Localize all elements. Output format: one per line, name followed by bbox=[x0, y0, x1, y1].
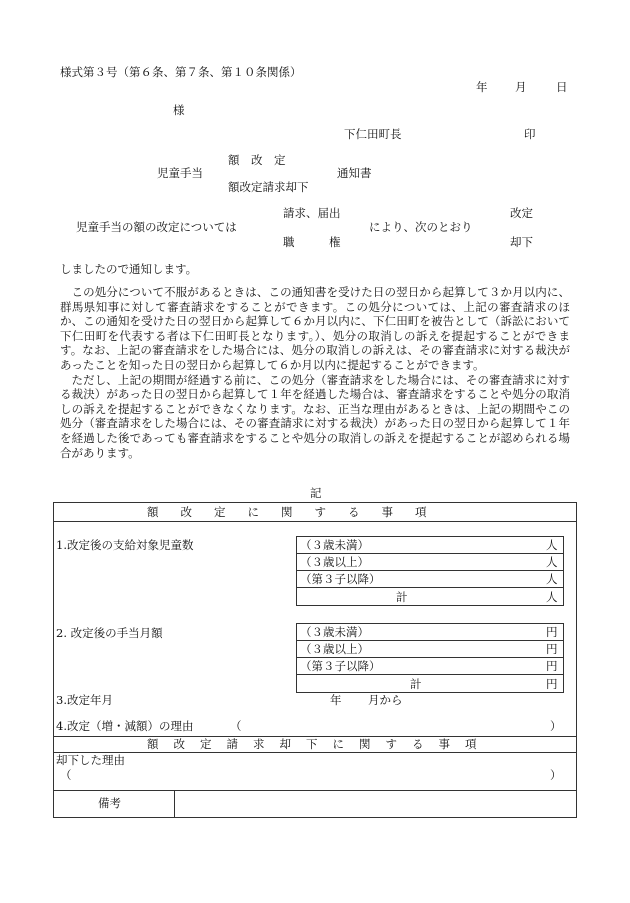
amount-row-unit: 円 bbox=[546, 625, 558, 639]
divider bbox=[53, 521, 577, 522]
form-number: 様式第３号（第６条、第７条、第１０条関係） bbox=[60, 65, 302, 79]
item4-paren-open: （ bbox=[230, 719, 242, 733]
divider bbox=[296, 674, 564, 675]
item3-year: 年 bbox=[330, 693, 342, 707]
date-month: 月 bbox=[515, 80, 527, 94]
rejection-reason-label: 却下した理由 bbox=[56, 753, 125, 767]
title-prefix: 児童手当 bbox=[157, 166, 203, 180]
divider bbox=[174, 790, 175, 818]
divider bbox=[296, 570, 564, 571]
addressee-suffix: 様 bbox=[173, 103, 185, 117]
children-row-label: （３歳以上） bbox=[300, 555, 369, 569]
record-label: 記 bbox=[310, 486, 322, 500]
item3-month-from: 月から bbox=[368, 693, 403, 707]
amount-row-unit: 円 bbox=[546, 642, 558, 656]
divider bbox=[296, 640, 564, 641]
item1-label: 1.改定後の支給対象児童数 bbox=[56, 538, 194, 552]
title-option-revision: 額 改 定 bbox=[228, 153, 286, 167]
children-row-unit: 人 bbox=[546, 555, 558, 569]
seal-mark: 印 bbox=[524, 127, 536, 141]
amount-row-unit: 円 bbox=[546, 659, 558, 673]
reason-option-revise: 改定 bbox=[510, 206, 533, 220]
reason-closing: しましたので通知します。 bbox=[60, 262, 198, 276]
title-suffix: 通知書 bbox=[337, 166, 372, 180]
notice-paragraph-2: ただし、上記の期間が経過する前に、この処分（審査請求をした場合には、その審査請求に対する裁決）があった日の翌日から起算して１年を経過した場合は、審査請求をすることや処分の取消しの訴えを提起することができなくなります。なお、正当な理由があるときは、上記の期間やこの処分（審査請求をした場合には、その審査請求に対する裁決）があった日の翌日から起算して１年を経過した後であっても審査請求をすることや処分の取消しの訴えを提起することが認められる場合があります。 bbox=[60, 372, 570, 460]
amount-row-label: （３歳以上） bbox=[300, 642, 369, 656]
amount-total-label: 計 bbox=[410, 677, 422, 691]
reason-option-authority: 職 権 bbox=[283, 235, 341, 249]
reason-prefix: 児童手当の額の改定については bbox=[76, 220, 237, 234]
divider bbox=[296, 657, 564, 658]
item4-paren-close: ） bbox=[550, 719, 562, 733]
rejection-paren-open: （ bbox=[60, 768, 72, 782]
item4-label: 4.改定（増・減額）の理由 bbox=[56, 719, 194, 733]
children-total-label: 計 bbox=[396, 590, 408, 604]
section2-header: 額改定請求却下に関する事項 bbox=[147, 737, 492, 751]
date-year: 年 bbox=[476, 80, 488, 94]
children-row-unit: 人 bbox=[546, 538, 558, 552]
notice-paragraph-1: この処分について不服があるときは、この通知書を受けた日の翌日から起算して３か月以内に、群馬県知事に対して審査請求をすることができます。この処分については、上記の審査請求のほか、この通知を受けた日の翌日から起算して６か月以内に、下仁田町を被告として（訴訟において下仁田町を代表する者は下仁田町長となります。）、処分の取消しの訴えを提起することができます。なお、上記の審査請求をした場合には、処分の取消しの訴えは、その審査請求に対する裁決があったことを知った日の翌日から起算して６か月以内に提起することができます。 bbox=[60, 285, 570, 372]
divider bbox=[53, 752, 577, 753]
issuer-name: 下仁田町長 bbox=[344, 127, 402, 141]
children-total-unit: 人 bbox=[546, 590, 558, 604]
amount-total-unit: 円 bbox=[546, 677, 558, 691]
divider bbox=[296, 553, 564, 554]
date-day: 日 bbox=[556, 80, 568, 94]
children-row-label: （３歳未満） bbox=[300, 538, 369, 552]
rejection-paren-close: ） bbox=[550, 768, 562, 782]
item2-label: 2. 改定後の手当月額 bbox=[56, 626, 163, 640]
divider bbox=[53, 790, 577, 791]
section1-header: 額改定に関する事項 bbox=[147, 505, 449, 519]
reason-option-request: 請求、届出 bbox=[283, 206, 341, 220]
item3-label: 3.改定年月 bbox=[56, 693, 113, 707]
children-row-unit: 人 bbox=[546, 572, 558, 586]
reason-option-reject: 却下 bbox=[510, 235, 533, 249]
amount-row-label: （３歳未満） bbox=[300, 625, 369, 639]
children-row-label: （第３子以降） bbox=[300, 572, 381, 586]
notice-text bbox=[60, 285, 570, 460]
amount-row-label: （第３子以降） bbox=[300, 659, 381, 673]
divider bbox=[296, 587, 564, 588]
title-option-rejection: 額改定請求却下 bbox=[228, 180, 309, 194]
remarks-label: 備考 bbox=[98, 796, 121, 810]
reason-middle: により、次のとおり bbox=[369, 220, 473, 234]
